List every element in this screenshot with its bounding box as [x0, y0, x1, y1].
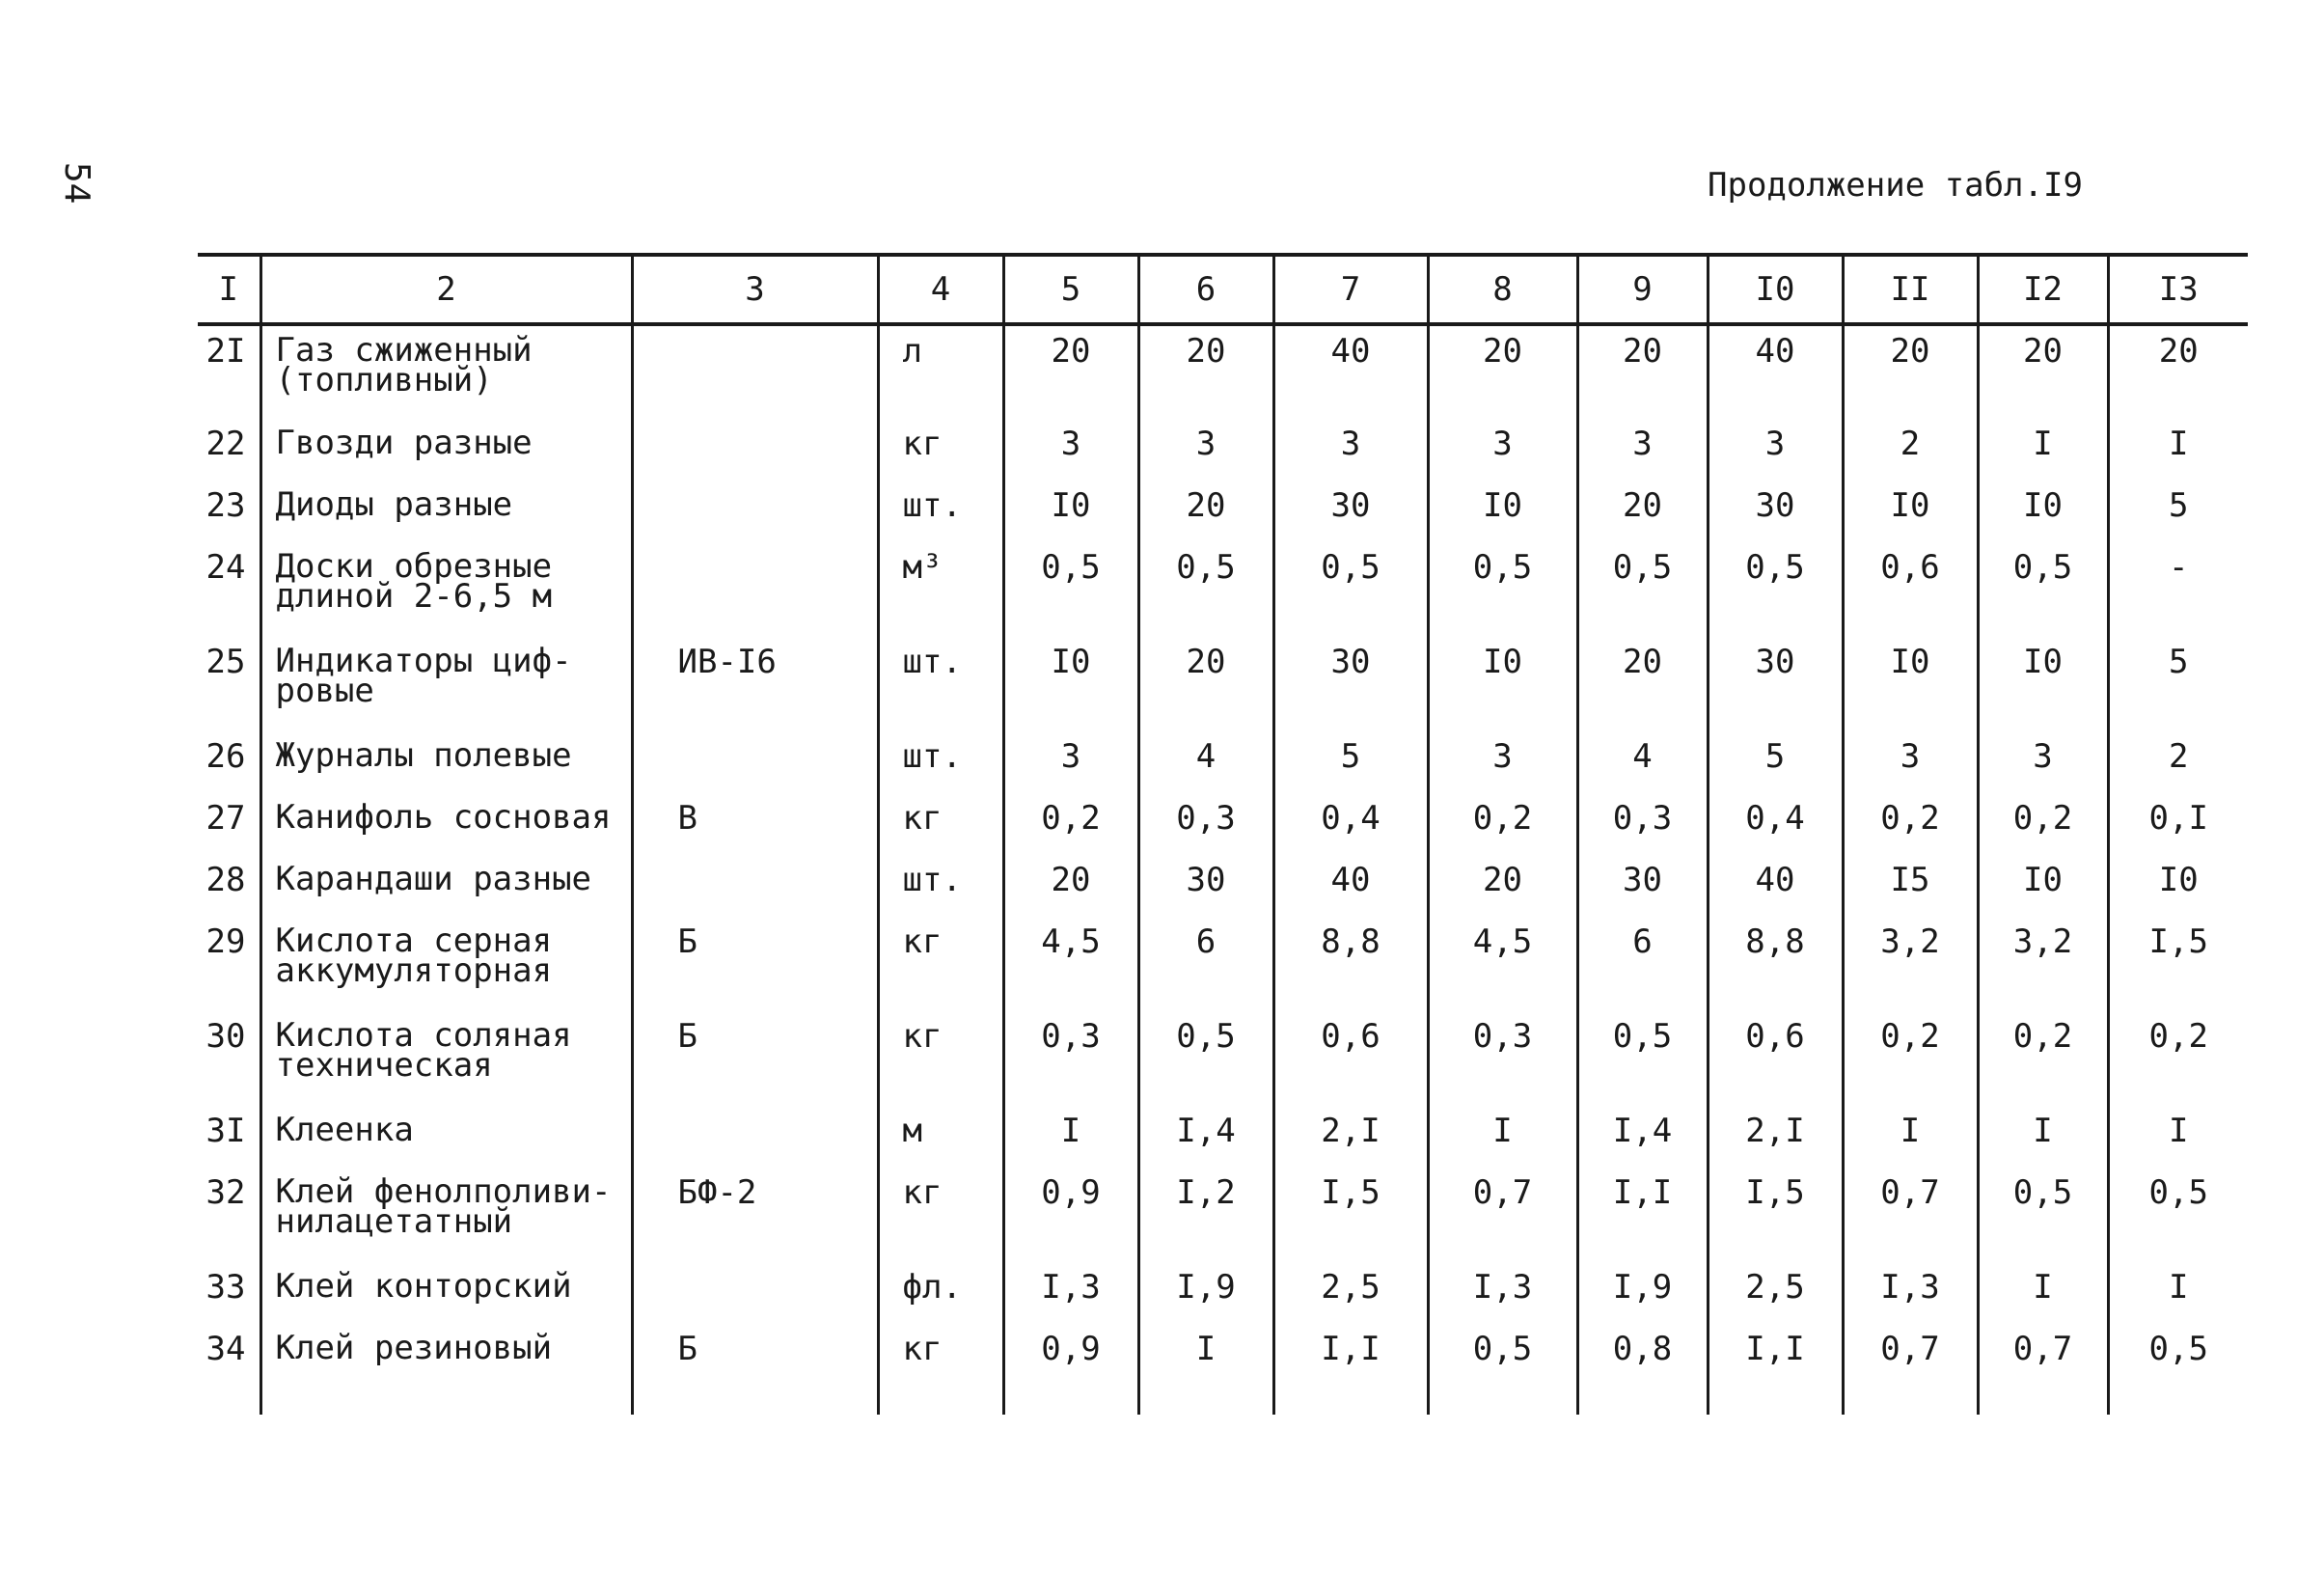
unit-of-measure: кг: [878, 917, 1003, 1011]
unit-of-measure: кг: [878, 1168, 1003, 1262]
unit-of-measure: м³: [878, 542, 1003, 637]
column-header-1: I: [198, 255, 260, 324]
quantity-cell: 0,5: [1577, 1011, 1708, 1106]
quantity-cell: 3: [1843, 731, 1978, 793]
quantity-cell: 20: [2108, 324, 2248, 419]
quantity-cell: 20: [1138, 637, 1273, 731]
table-row: [198, 637, 2248, 731]
quantity-cell: I,I: [1708, 1324, 1843, 1386]
row-number: 3I: [205, 1112, 246, 1150]
quantity-cell: 0,5: [2108, 1324, 2248, 1386]
unit-of-measure: шт.: [878, 481, 1003, 542]
quantity-cell: 3: [1003, 419, 1138, 481]
material-grade: БФ-2: [632, 1168, 878, 1262]
material-name: Кислота серная аккумуляторная: [260, 917, 632, 1011]
quantity-cell: 2,I: [1708, 1106, 1843, 1168]
quantity-cell: 3,2: [1978, 917, 2108, 1011]
quantity-cell: 20: [1003, 855, 1138, 917]
quantity-cell: I,4: [1138, 1106, 1273, 1168]
table-row: [198, 1262, 2248, 1324]
quantity-cell: 0,5: [1138, 1011, 1273, 1106]
row-number: 32: [205, 1173, 246, 1212]
quantity-cell: 0,7: [1978, 1324, 2108, 1386]
material-name: Доски обрезные длиной 2-6,5 м: [260, 542, 632, 637]
material-grade: [632, 1106, 878, 1168]
quantity-cell: I,5: [1273, 1168, 1428, 1262]
spacer-cell: [2108, 1386, 2248, 1415]
spacer-cell: [260, 1386, 632, 1415]
quantity-cell: I0: [1428, 637, 1577, 731]
material-grade: [632, 1262, 878, 1324]
spacer-cell: [1577, 1386, 1708, 1415]
table-row: [198, 855, 2248, 917]
column-header-2: 2: [260, 255, 632, 324]
quantity-cell: 40: [1708, 324, 1843, 419]
quantity-cell: I,I: [1273, 1324, 1428, 1386]
quantity-cell: 20: [1428, 855, 1577, 917]
quantity-cell: 0,2: [1978, 1011, 2108, 1106]
material-grade: ИВ-I6: [632, 637, 878, 731]
table-body: [198, 324, 2248, 1415]
quantity-cell: 0,2: [1843, 1011, 1978, 1106]
quantity-cell: 5: [2108, 637, 2248, 731]
spacer-cell: [1428, 1386, 1577, 1415]
quantity-cell: 0,7: [1428, 1168, 1577, 1262]
row-number: 2I: [205, 332, 246, 371]
unit-of-measure: кг: [878, 793, 1003, 855]
row-number: 25: [205, 643, 246, 681]
quantity-cell: I0: [1428, 481, 1577, 542]
quantity-cell: 0,8: [1577, 1324, 1708, 1386]
material-name: Индикаторы циф- ровые: [260, 637, 632, 731]
materials-table-container: [198, 253, 2248, 1442]
unit-of-measure: кг: [878, 1324, 1003, 1386]
material-name: Клеенка: [260, 1106, 632, 1168]
quantity-cell: 20: [1577, 324, 1708, 419]
row-number: 28: [205, 861, 246, 899]
material-grade: [632, 324, 878, 419]
quantity-cell: 30: [1138, 855, 1273, 917]
quantity-cell: 3: [1708, 419, 1843, 481]
material-name: Клей конторский: [260, 1262, 632, 1324]
quantity-cell: I,4: [1577, 1106, 1708, 1168]
column-header-12: I2: [1978, 255, 2108, 324]
quantity-cell: I: [1978, 1106, 2108, 1168]
quantity-cell: I0: [1978, 637, 2108, 731]
quantity-cell: I0: [1978, 855, 2108, 917]
column-header-13: I3: [2108, 255, 2248, 324]
material-grade: [632, 481, 878, 542]
quantity-cell: 0,5: [1273, 542, 1428, 637]
spacer-cell: [1273, 1386, 1428, 1415]
quantity-cell: 3,2: [1843, 917, 1978, 1011]
quantity-cell: 5: [1273, 731, 1428, 793]
material-name: Газ сжиженный (топливный): [260, 324, 632, 419]
row-number: 27: [205, 799, 246, 838]
quantity-cell: 30: [1708, 481, 1843, 542]
quantity-cell: 0,4: [1708, 793, 1843, 855]
table-header-row: [198, 255, 2248, 324]
quantity-cell: 30: [1577, 855, 1708, 917]
quantity-cell: 3: [1273, 419, 1428, 481]
quantity-cell: I5: [1843, 855, 1978, 917]
column-header-4: 4: [878, 255, 1003, 324]
quantity-cell: 0,2: [1978, 793, 2108, 855]
quantity-cell: 3: [1577, 419, 1708, 481]
quantity-cell: 3: [1428, 419, 1577, 481]
quantity-cell: I,2: [1138, 1168, 1273, 1262]
quantity-cell: 0,9: [1003, 1168, 1138, 1262]
quantity-cell: 2,5: [1273, 1262, 1428, 1324]
quantity-cell: 4,5: [1428, 917, 1577, 1011]
quantity-cell: 4: [1138, 731, 1273, 793]
unit-of-measure: кг: [878, 419, 1003, 481]
quantity-cell: 20: [1978, 324, 2108, 419]
quantity-cell: 0,5: [2108, 1168, 2248, 1262]
quantity-cell: -: [2108, 542, 2248, 637]
material-name: Карандаши разные: [260, 855, 632, 917]
material-grade: В: [632, 793, 878, 855]
spacer-cell: [1003, 1386, 1138, 1415]
quantity-cell: I: [2108, 419, 2248, 481]
spacer-cell: [1843, 1386, 1978, 1415]
material-grade: [632, 731, 878, 793]
material-grade: Б: [632, 917, 878, 1011]
column-header-8: 8: [1428, 255, 1577, 324]
table-bottom-spacer: [198, 1386, 2248, 1415]
table-row: [198, 917, 2248, 1011]
row-number: 34: [205, 1330, 246, 1368]
material-grade: [632, 419, 878, 481]
material-grade: [632, 542, 878, 637]
quantity-cell: 3: [1138, 419, 1273, 481]
quantity-cell: I: [1003, 1106, 1138, 1168]
column-header-6: 6: [1138, 255, 1273, 324]
quantity-cell: I0: [1843, 481, 1978, 542]
table-row: [198, 1011, 2248, 1106]
quantity-cell: 4: [1577, 731, 1708, 793]
quantity-cell: 0,9: [1003, 1324, 1138, 1386]
column-header-11: II: [1843, 255, 1978, 324]
quantity-cell: I: [2108, 1106, 2248, 1168]
quantity-cell: I,5: [2108, 917, 2248, 1011]
material-grade: Б: [632, 1324, 878, 1386]
quantity-cell: 0,5: [1978, 1168, 2108, 1262]
quantity-cell: I,3: [1003, 1262, 1138, 1324]
quantity-cell: 0,6: [1843, 542, 1978, 637]
table-row: [198, 542, 2248, 637]
quantity-cell: 0,3: [1428, 1011, 1577, 1106]
quantity-cell: 0,2: [2108, 1011, 2248, 1106]
quantity-cell: 0,5: [1708, 542, 1843, 637]
quantity-cell: 30: [1273, 637, 1428, 731]
table-continuation-title: Продолжение табл.I9: [1708, 166, 2083, 205]
quantity-cell: 0,4: [1273, 793, 1428, 855]
quantity-cell: 0,5: [1428, 1324, 1577, 1386]
quantity-cell: 5: [1708, 731, 1843, 793]
unit-of-measure: кг: [878, 1011, 1003, 1106]
quantity-cell: 0,5: [1577, 542, 1708, 637]
quantity-cell: 30: [1273, 481, 1428, 542]
quantity-cell: I: [1428, 1106, 1577, 1168]
page-number: 54: [57, 162, 96, 205]
quantity-cell: 40: [1273, 324, 1428, 419]
quantity-cell: 6: [1577, 917, 1708, 1011]
material-name: Канифоль сосновая: [260, 793, 632, 855]
table-row: [198, 1106, 2248, 1168]
column-header-7: 7: [1273, 255, 1428, 324]
unit-of-measure: шт.: [878, 731, 1003, 793]
quantity-cell: 3: [1978, 731, 2108, 793]
quantity-cell: 20: [1003, 324, 1138, 419]
spacer-cell: [1138, 1386, 1273, 1415]
table-row: [198, 793, 2248, 855]
table-row: [198, 1168, 2248, 1262]
material-name: Диоды разные: [260, 481, 632, 542]
quantity-cell: 4,5: [1003, 917, 1138, 1011]
material-grade: [632, 855, 878, 917]
quantity-cell: 0,6: [1708, 1011, 1843, 1106]
column-header-5: 5: [1003, 255, 1138, 324]
quantity-cell: 0,3: [1003, 1011, 1138, 1106]
row-number: 30: [205, 1017, 246, 1056]
quantity-cell: 8,8: [1273, 917, 1428, 1011]
quantity-cell: 40: [1273, 855, 1428, 917]
table-row: [198, 731, 2248, 793]
quantity-cell: I: [1138, 1324, 1273, 1386]
quantity-cell: 3: [1003, 731, 1138, 793]
table-row: [198, 419, 2248, 481]
quantity-cell: 20: [1843, 324, 1978, 419]
quantity-cell: 0,7: [1843, 1324, 1978, 1386]
row-number: 29: [205, 922, 246, 961]
quantity-cell: 8,8: [1708, 917, 1843, 1011]
quantity-cell: 0,I: [2108, 793, 2248, 855]
quantity-cell: 20: [1138, 324, 1273, 419]
quantity-cell: I0: [1978, 481, 2108, 542]
quantity-cell: 0,2: [1428, 793, 1577, 855]
quantity-cell: 3: [1428, 731, 1577, 793]
material-name: Клей фенолполиви- нилацетатный: [260, 1168, 632, 1262]
column-header-9: 9: [1577, 255, 1708, 324]
row-number: 26: [205, 737, 246, 776]
quantity-cell: 0,5: [1138, 542, 1273, 637]
quantity-cell: I: [1978, 419, 2108, 481]
quantity-cell: 0,3: [1138, 793, 1273, 855]
quantity-cell: 0,3: [1577, 793, 1708, 855]
quantity-cell: I,I: [1577, 1168, 1708, 1262]
column-header-10: I0: [1708, 255, 1843, 324]
material-name: Гвозди разные: [260, 419, 632, 481]
row-number: 33: [205, 1268, 246, 1307]
quantity-cell: 2: [1843, 419, 1978, 481]
quantity-cell: I: [1843, 1106, 1978, 1168]
quantity-cell: I,5: [1708, 1168, 1843, 1262]
quantity-cell: 0,5: [1978, 542, 2108, 637]
table-row: [198, 1324, 2248, 1386]
quantity-cell: 0,5: [1003, 542, 1138, 637]
quantity-cell: 0,7: [1843, 1168, 1978, 1262]
row-number: 22: [205, 425, 246, 463]
quantity-cell: 20: [1428, 324, 1577, 419]
quantity-cell: I: [2108, 1262, 2248, 1324]
quantity-cell: 30: [1708, 637, 1843, 731]
unit-of-measure: фл.: [878, 1262, 1003, 1324]
material-grade: Б: [632, 1011, 878, 1106]
quantity-cell: 0,2: [1843, 793, 1978, 855]
quantity-cell: I,9: [1138, 1262, 1273, 1324]
quantity-cell: 0,2: [1003, 793, 1138, 855]
material-name: Клей резиновый: [260, 1324, 632, 1386]
quantity-cell: 20: [1138, 481, 1273, 542]
unit-of-measure: м: [878, 1106, 1003, 1168]
quantity-cell: 5: [2108, 481, 2248, 542]
quantity-cell: I0: [2108, 855, 2248, 917]
quantity-cell: I0: [1003, 637, 1138, 731]
quantity-cell: 6: [1138, 917, 1273, 1011]
quantity-cell: 0,6: [1273, 1011, 1428, 1106]
quantity-cell: I,9: [1577, 1262, 1708, 1324]
quantity-cell: 40: [1708, 855, 1843, 917]
spacer-cell: [878, 1386, 1003, 1415]
spacer-cell: [1978, 1386, 2108, 1415]
spacer-cell: [198, 1386, 260, 1415]
quantity-cell: I,3: [1843, 1262, 1978, 1324]
spacer-cell: [1708, 1386, 1843, 1415]
table-row: [198, 324, 2248, 419]
table-row: [198, 481, 2248, 542]
quantity-cell: 2: [2108, 731, 2248, 793]
unit-of-measure: л: [878, 324, 1003, 419]
material-name: Журналы полевые: [260, 731, 632, 793]
quantity-cell: 2,I: [1273, 1106, 1428, 1168]
materials-table: [198, 253, 2248, 1415]
row-number: 23: [205, 486, 246, 525]
quantity-cell: I0: [1843, 637, 1978, 731]
quantity-cell: 20: [1577, 481, 1708, 542]
spacer-cell: [632, 1386, 878, 1415]
quantity-cell: I,3: [1428, 1262, 1577, 1324]
unit-of-measure: шт.: [878, 855, 1003, 917]
quantity-cell: 2,5: [1708, 1262, 1843, 1324]
quantity-cell: 20: [1577, 637, 1708, 731]
quantity-cell: I: [1978, 1262, 2108, 1324]
quantity-cell: 0,5: [1428, 542, 1577, 637]
unit-of-measure: шт.: [878, 637, 1003, 731]
quantity-cell: I0: [1003, 481, 1138, 542]
material-name: Кислота соляная техническая: [260, 1011, 632, 1106]
row-number: 24: [205, 548, 246, 587]
column-header-3: 3: [632, 255, 878, 324]
